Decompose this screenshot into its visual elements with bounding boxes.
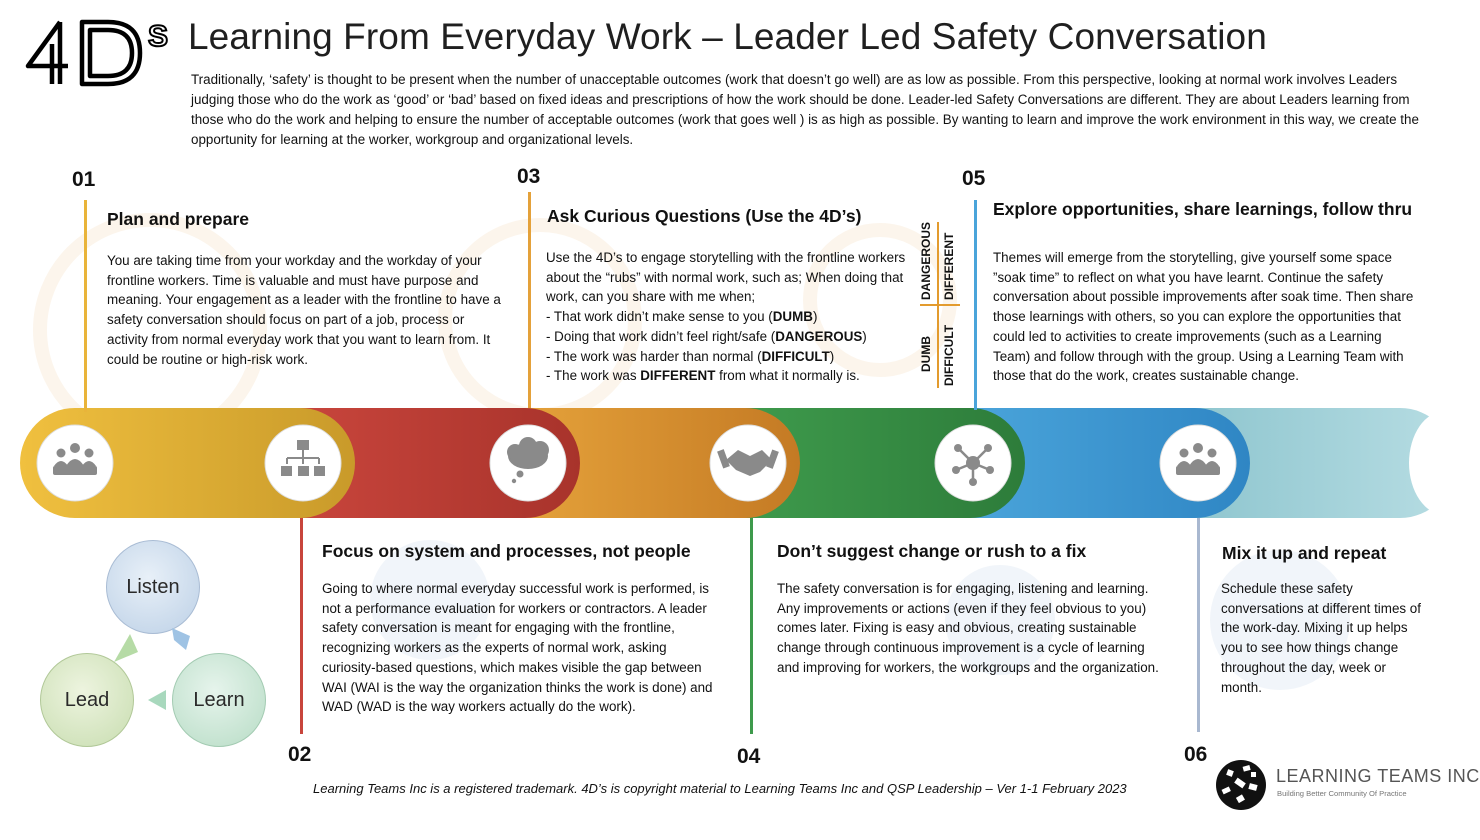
step-03-bullet: - The work was harder than normal (DIFFICULT) — [546, 348, 835, 364]
arrow-up-icon — [114, 634, 138, 662]
step-05-body: Themes will emerge from the storytelling, give yourself some space ”soak time” to reflect on what you have learnt. Continue the safety conversation about possible improvements after soak time. Then share those learnings with others, so you can explore the opportunities that could led to activities to create improvements (such as a Learning Team) and follow through with the group. Using a Learning Team with those that do the work, creates sustainable change. — [993, 250, 1414, 384]
step-05-title: Explore opportunities, share learnings, follow thru — [993, 199, 1413, 219]
step-01-title: Plan and prepare — [107, 209, 249, 229]
step-03-bullet: - That work didn’t make sense to you (DUMB) — [546, 309, 818, 325]
step-06-body: Schedule these safety conversations at different times of the work-day. Mixing it up helps you to see how things change throughout the day, week or month. — [1221, 581, 1421, 695]
timeline-band — [20, 408, 1460, 518]
step-03-bullet: - Doing that work didn’t feel right/safe (DANGEROUS) — [546, 328, 867, 344]
step-04-title: Don’t suggest change or rush to a fix — [777, 541, 1087, 561]
step-02-number: 02 — [288, 743, 312, 766]
brand-name: LEARNING TEAMS INC — [1276, 766, 1480, 786]
step-05-connector — [974, 200, 977, 410]
step-06-connector — [1197, 518, 1200, 732]
dangerous-label: DANGEROUS — [919, 221, 933, 300]
step-05-number: 05 — [962, 167, 986, 190]
step-02-title: Focus on system and processes, not people — [322, 541, 691, 561]
learning-teams-logo-icon — [1213, 758, 1269, 812]
step-03-intro: Use the 4D’s to engage storytelling with the frontline workers about the “rubs” with normal work, such as; When doing that work, can you share with me when; — [546, 250, 906, 305]
footer-copyright: Learning Teams Inc is a registered trademark. 4D’s is copyright material to Learning Teams Inc and QSP Leadership – Ver 1-1 February 2023 — [313, 781, 1127, 796]
step-03-bullet: - The work was DIFFERENT from what it normally is. — [546, 368, 860, 384]
step-01-connector — [84, 200, 87, 412]
brand-tagline: Building Better Community Of Practice — [1277, 789, 1407, 798]
cycle-arrows — [100, 620, 210, 720]
arrow-left-icon — [148, 690, 166, 710]
step-02-connector — [300, 518, 303, 734]
difficult-label: DIFFICULT — [942, 324, 956, 386]
step-01-number: 01 — [72, 168, 96, 191]
dumb-label: DUMB — [919, 336, 933, 372]
step-03-connector — [528, 192, 531, 408]
different-label: DIFFERENT — [942, 232, 956, 300]
step-06-title: Mix it up and repeat — [1222, 543, 1387, 563]
step-06-number: 06 — [1184, 743, 1208, 766]
step-03-body — [546, 248, 921, 386]
page-title: Learning From Everyday Work – Leader Led Safety Conversation — [188, 16, 1267, 57]
cycle-lead: Lead — [40, 653, 134, 747]
4ds-logo — [22, 14, 172, 90]
step-04-body: The safety conversation is for engaging, listening and learning. Any improvements or actions (even if they feel obvious to you) comes later. Fixing is easy and obvious, creating sustainable change through continuous improvement is a cycle of learning and improving for workers, the workgroups and the organization. — [777, 581, 1159, 675]
step-03-title: Ask Curious Questions (Use the 4D’s) — [547, 206, 862, 226]
cycle-learn: Learn — [172, 653, 266, 747]
step-04-connector — [750, 518, 753, 734]
arrow-right-icon — [172, 628, 190, 650]
cycle-listen: Listen — [106, 540, 200, 634]
step-02-body: Going to where normal everyday successful work is performed, is not a performance evaluation for workers or contractors. A leader safety conversation is meant for engaging with the frontline, recognizing workers as the experts of normal work, asking curiosity-based questions, which makes visible the gap between WAI (WAI is the way the organization thinks the work is done) and WAD (WAD is the way workers actually do the work). — [322, 581, 713, 715]
step-03-number: 03 — [517, 165, 541, 188]
intro-paragraph: Traditionally, ‘safety’ is thought to be present when the number of unacceptable outcomes (work that doesn’t go well) are as low as possible. From this perspective, looking at normal work involves Leaders judging those who do the work as ‘good’ or ‘bad’ based on fixed ideas and prescriptions of how the work should be done. Leader-led Safety Conversations are different. They are about Leaders learning from those who do the work and helping to ensure the number of acceptable outcomes (work that goes well ) is as high as possible. By wanting to learn and improve the work environment in this way, we create the opportunity for learning at the worker, workgroup and organizational levels. — [191, 72, 1419, 147]
step-01-body: You are taking time from your workday and the workday of your frontline workers. Time is valuable and must have purpose and meaning. Your engagement as a leader with the frontline to have a safety conversation should focus on part of a job, process or activity from normal everyday work that you want to learn from. It could be routine or high-risk work. — [107, 253, 501, 367]
svg-text:S: S — [148, 20, 169, 53]
step-04-number: 04 — [737, 745, 761, 768]
quadrant-horizontal-line — [920, 304, 960, 306]
four-ds-quadrant — [916, 222, 964, 388]
